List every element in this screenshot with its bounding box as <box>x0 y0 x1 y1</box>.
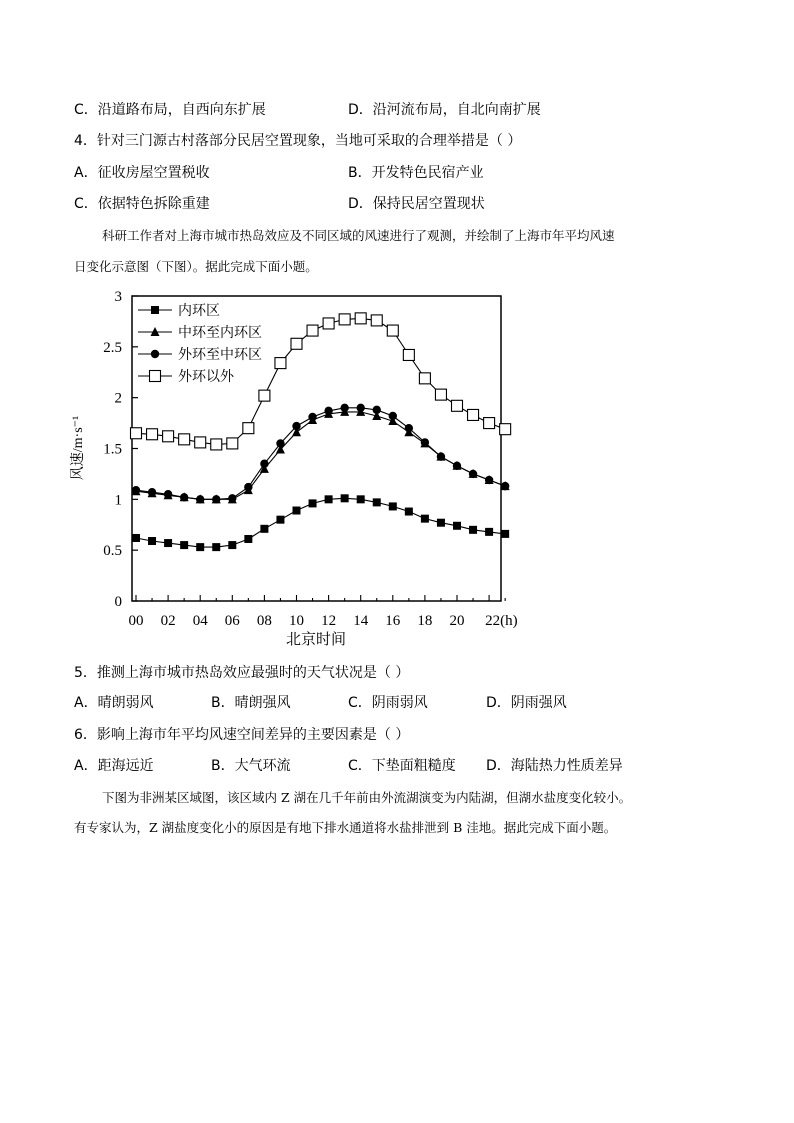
y-tick-label: 2.5 <box>103 339 122 356</box>
y-tick-label: 0 <box>114 594 122 610</box>
point-marker <box>435 389 446 400</box>
point-marker <box>212 495 220 503</box>
point-marker <box>469 470 477 478</box>
point-marker <box>212 543 220 551</box>
point-marker <box>260 460 268 468</box>
point-marker <box>196 495 204 503</box>
legend-entry <box>138 324 262 341</box>
point-marker <box>371 315 382 326</box>
point-marker <box>148 537 156 545</box>
point-marker <box>292 422 300 430</box>
point-marker <box>309 499 317 507</box>
point-marker <box>373 406 381 414</box>
point-marker <box>180 493 188 501</box>
point-marker <box>180 541 188 549</box>
q6-stem: 6．影响上海市年平均风速空间差异的主要因素是（ ） <box>74 727 410 743</box>
point-marker <box>341 494 349 502</box>
series-0 <box>132 494 509 551</box>
x-tick-label: 00 <box>128 613 144 629</box>
point-marker <box>405 508 413 516</box>
legend-entry <box>138 302 220 319</box>
point-marker <box>437 452 445 460</box>
q5-option-c: C．阴雨弱风 <box>348 695 428 711</box>
point-marker <box>387 325 398 336</box>
q3-option-d: D．沿河流布局，自北向南扩展 <box>348 102 541 118</box>
q4-option-d: D．保持民居空置现状 <box>348 196 485 212</box>
q5-stem: 5．推测上海市城市热岛效应最强时的天气状况是（ ） <box>74 665 410 681</box>
y-tick-label: 1 <box>114 492 122 509</box>
x-tick-label: 22(h) <box>485 613 518 629</box>
point-marker <box>195 437 206 448</box>
series-1 <box>132 407 510 503</box>
y-tick-label: 0.5 <box>103 543 122 560</box>
point-marker <box>163 431 174 442</box>
point-marker <box>389 412 397 420</box>
point-marker <box>244 483 252 491</box>
point-marker <box>389 502 397 510</box>
point-marker <box>452 400 463 411</box>
y-tick-label: 3 <box>114 289 122 305</box>
point-marker <box>373 498 381 506</box>
q6-option-d: D．海陆热力性质差异 <box>486 758 623 774</box>
point-marker <box>228 494 236 502</box>
point-marker <box>275 358 286 369</box>
x-tick-label: 06 <box>224 613 240 629</box>
x-tick-label: 16 <box>385 613 401 629</box>
x-tick-label: 10 <box>289 613 304 629</box>
point-marker <box>211 439 222 450</box>
point-marker <box>131 428 142 439</box>
x-tick-label: 14 <box>353 613 369 629</box>
point-marker <box>357 495 365 503</box>
legend-entry <box>138 346 262 363</box>
point-marker <box>276 516 284 524</box>
series-2 <box>132 404 510 504</box>
legend-entry <box>138 369 235 385</box>
point-marker <box>132 534 140 542</box>
intro2-line2: 有专家认为，Z 湖盐度变化小的原因是有地下排水通道将水盐排泄到 B 洼地。据此完成下面小题。 <box>74 820 617 835</box>
series-line <box>136 408 505 500</box>
x-tick-label: 02 <box>160 613 176 629</box>
point-marker <box>179 434 190 445</box>
point-marker <box>501 530 509 538</box>
point-marker <box>405 424 413 432</box>
point-marker <box>243 423 254 434</box>
series-line <box>136 412 505 499</box>
point-marker <box>403 349 414 360</box>
point-marker <box>151 306 159 314</box>
point-marker <box>485 528 493 536</box>
legend-label: 外环以外 <box>178 369 234 385</box>
point-marker <box>357 404 365 412</box>
y-tick-label: 1.5 <box>103 441 122 458</box>
point-marker <box>227 438 238 449</box>
point-marker <box>307 325 318 336</box>
point-marker <box>164 490 172 498</box>
point-marker <box>276 439 284 447</box>
point-marker <box>132 486 140 494</box>
point-marker <box>485 476 493 484</box>
point-marker <box>228 541 236 549</box>
y-tick-label: 2 <box>114 390 122 407</box>
q3-option-c: C．沿道路布局，自西向东扩展 <box>74 102 266 118</box>
q5-option-d: D．阴雨强风 <box>486 695 567 711</box>
q4-stem: 4．针对三门源古村落部分民居空置现象，当地可采取的合理举措是（ ） <box>74 133 522 149</box>
point-marker <box>453 522 461 530</box>
wind-speed-line-chart <box>60 282 530 654</box>
point-marker <box>484 418 495 429</box>
point-marker <box>323 318 334 329</box>
point-marker <box>293 507 301 515</box>
x-tick-label: 04 <box>192 613 208 629</box>
point-marker <box>148 488 156 496</box>
x-axis-label: 北京时间 <box>285 630 347 648</box>
legend-label: 外环至中环区 <box>178 347 262 363</box>
point-marker <box>339 314 350 325</box>
legend-label: 中环至内环区 <box>178 325 262 341</box>
point-marker <box>340 404 348 412</box>
q4-option-c: C．依据特色拆除重建 <box>74 196 210 212</box>
intro2-line1: 下图为非洲某区域图，该区域内 Z 湖在几千年前由外流湖演变为内陆湖，但湖水盐度变化较小。 <box>102 790 632 805</box>
point-marker <box>468 409 479 420</box>
point-marker <box>259 390 270 401</box>
x-tick-label: 08 <box>256 613 272 629</box>
point-marker <box>324 407 332 415</box>
point-marker <box>151 350 159 358</box>
point-marker <box>244 535 252 543</box>
point-marker <box>419 373 430 384</box>
x-tick-label: 12 <box>321 613 337 629</box>
plot-frame <box>132 296 501 601</box>
point-marker <box>421 438 429 446</box>
point-marker <box>355 313 366 324</box>
point-marker <box>147 429 158 440</box>
point-marker <box>164 539 172 547</box>
point-marker <box>501 482 509 490</box>
point-marker <box>150 371 161 382</box>
point-marker <box>453 462 461 470</box>
q6-option-b: B．大气环流 <box>211 758 291 774</box>
point-marker <box>308 413 316 421</box>
intro1-line2: 日变化示意图（下图）。据此完成下面小题。 <box>74 259 318 274</box>
q6-option-c: C．下垫面粗糙度 <box>348 758 456 774</box>
intro1-line1: 科研工作者对上海市城市热岛效应及不同区域的风速进行了观测，并绘制了上海市年平均风速 <box>102 228 615 243</box>
point-marker <box>421 515 429 523</box>
point-marker <box>325 495 333 503</box>
point-marker <box>500 424 511 435</box>
x-tick-label: 18 <box>417 613 433 629</box>
point-marker <box>260 525 268 533</box>
q4-option-b: B．开发特色民宿产业 <box>348 165 484 181</box>
q4-option-a: A．征收房屋空置税收 <box>74 165 210 181</box>
x-tick-label: 20 <box>449 613 465 629</box>
q5-option-a: A．晴朗弱风 <box>74 695 154 711</box>
series-line <box>136 498 505 547</box>
q6-option-a: A．距海远近 <box>74 758 154 774</box>
point-marker <box>291 338 302 349</box>
q5-option-b: B．晴朗强风 <box>211 695 291 711</box>
point-marker <box>437 519 445 527</box>
legend-label: 内环区 <box>178 303 220 319</box>
y-axis-label: 风速/m·s⁻¹ <box>71 415 86 481</box>
point-marker <box>469 526 477 534</box>
point-marker <box>196 543 204 551</box>
